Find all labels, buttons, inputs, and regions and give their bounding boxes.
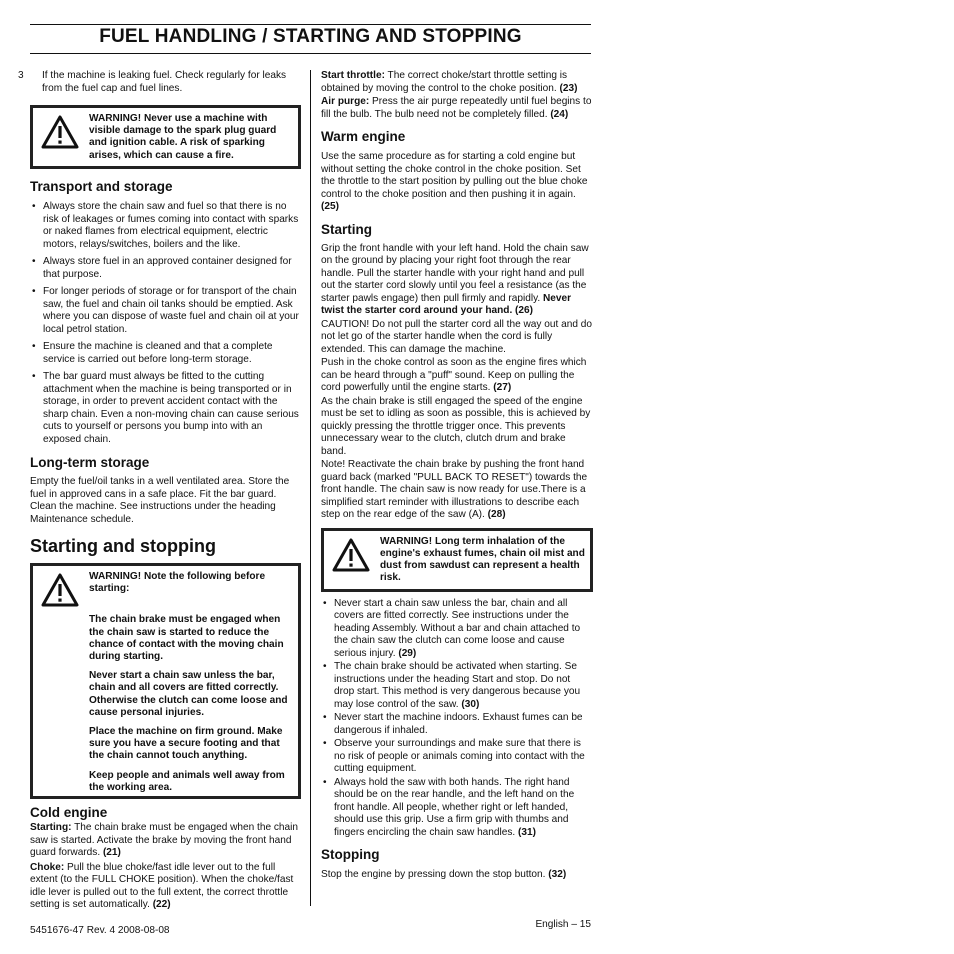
page-title: FUEL HANDLING / STARTING AND STOPPING [99,26,522,47]
warning-text: WARNING! Long term inhalation of the engine's exhaust fumes, chain oil mist and dust from sawdust can represent a health risk. [380,535,585,584]
cold-choke: Choke: Pull the blue choke/fast idle lever out to the full extent (to the FULL CHOKE position). When the choke/fast idle lever is pulled out to the full extent, the correct throttle setting is set automatically. (22) [30,861,294,910]
start-throttle: Start throttle: The correct choke/start throttle setting is obtained by moving the control to the choke position. (23) [321,70,578,94]
warning-triangle-icon [41,115,79,149]
cold-starting: Starting: The chain brake must be engaged when the chain saw is started. Activate the brake by moving the front hand guard forwards. (21) [30,822,299,858]
list-item: • Observe your surroundings and make sure that there is no risk of people or animals coming into contact with the cutting equipment. [321,738,593,776]
list-item: • Always store the chain saw and fuel so that there is no risk of leakages or fumes coming into contact with sparks or naked flames from electrical equipment, electric motors, relays/switches, boilers and the like. [30,201,301,251]
push-choke-text: Push in the choke control as soon as the engine fires which can be heard through a "puff" sound. Keep on pulling the cord powerfully until the engine starts. (27) [321,357,587,393]
list-item: • Ensure the machine is cleaned and that a complete service is carried out before long-term storage. [30,341,301,366]
starting-text: Grip the front handle with your left hand. Hold the chain saw on the ground by placing your right foot through the rear handle. Pull the starter handle with your right hand and pull out the starter cord slowly until you feel a resistance (as the starter pawls engage) then pull firmly and rapidly. Never twist the starter cord around your hand. (26) [321,242,589,316]
warning-triangle-icon [332,538,370,572]
list-item: • Always store fuel in an approved container designed for that purpose. [30,256,301,281]
header-bottom-rule [30,53,591,54]
list-item: • For longer periods of storage or for transport of the chain saw, the fuel and chain oil tanks should be emptied. Ask where you can dispose of waste fuel and chain oil at your local petrol station. [30,286,301,336]
document-id: 5451676-47 Rev. 4 2008-08-08 [30,925,170,936]
warm-text: Use the same procedure as for starting a cold engine but without setting the choke control in the choke position. Set the throttle to the start position by pulling out the blue choke control to the choke position and then pushing it in again. (25) [321,151,588,212]
warning-box-before-starting [30,563,301,799]
stopping-text: Stop the engine by pressing down the stop button. (32) [321,869,567,880]
warning-triangle-icon [41,573,79,607]
section-heading-starting-stopping: Starting and stopping [30,536,216,556]
list-item: • The bar guard must always be fitted to the cutting attachment when the machine is being transported or in storage, in order to prevent accident contact with the sharp chain. Even a non-moving chain can cause serious cuts to yourself or persons you bump into with an exposed chain. [30,371,301,446]
transport-list [30,201,301,446]
air-purge: Air purge: Press the air purge repeatedly until fuel begins to fill the bulb. The bulb need not be completely filled. (24) [321,96,592,120]
list-item: • Always hold the saw with both hands. The right hand should be on the rear handle, and the left hand on the front handle. All people, whether right or left handed, should use this grip. Use a firm grip with thumbs and fingers encircling the chain saw handles. (31) [321,777,593,840]
warning-box-exhaust [321,528,593,592]
warning-box-spark [30,105,301,169]
section-heading-transport: Transport and storage [30,179,173,194]
warning-text: WARNING! Note the following before starting: The chain brake must be engaged when the chain saw is started to reduce the chance of contact with the moving chain during starting. Never start a chain saw unless the bar, chain and all covers are fitted correctly. Otherwise the clutch can come loose and cause personal injuries. Place the machine on firm ground. Make sure you have a secure footing and that the chain cannot touch anything. Keep people and animals well away from the working area. [89,571,288,793]
section-heading-stopping: Stopping [321,847,380,862]
column-divider [310,70,311,906]
list-item: • Never start the machine indoors. Exhaust fumes can be dangerous if inhaled. [321,712,593,737]
left-column [18,70,301,912]
starting-safety-list [321,598,593,840]
chain-brake-text: As the chain brake is still engaged the speed of the engine must be set to idling as soon as possible, this is achieved by quickly pressing the throttle trigger once. This prevents unnecessary wear to the clutch, clutch drum and brake band. [321,395,591,457]
item-3: 3 If the machine is leaking fuel. Check regularly for leaks from the fuel cap and fuel lines. [18,70,287,94]
warning-text: WARNING! Never use a machine with visible damage to the spark plug guard and ignition cable. A risk of sparking arises, which can cause a fire. [89,113,277,161]
list-item: • Never start a chain saw unless the bar, chain and all covers are fitted correctly. See instructions under the heading Assembly. Without a bar and chain attached to the chain saw the clutch can come loose and cause serious injury. (29) [321,598,593,661]
section-heading-warm-engine: Warm engine [321,129,406,144]
list-item: • The chain brake should be activated when starting. Se instructions under the heading Start and stop. Do not drop start. This method is very dangerous because you may lose control of the saw. (30) [321,661,593,711]
note-text: Note! Reactivate the chain brake by pushing the front hand guard back (marked "PULL BACK TO RESET") towards the front handle. The chain saw is now ready for use.There is a simplified start reminder with illustrations to describe each step on the rear edge of the saw (A). (28) [321,459,588,520]
right-column [321,70,593,882]
header-top-rule [30,24,591,25]
section-heading-starting: Starting [321,221,373,237]
section-heading-longterm: Long-term storage [30,455,150,470]
page-number: English – 15 [535,919,591,930]
section-heading-cold-engine: Cold engine [30,805,108,820]
longterm-text: Empty the fuel/oil tanks in a well ventilated area. Store the fuel in approved cans in a safe place. Fit the bar guard. Clean the machine. See instructions under the heading Maintenance schedule. [30,476,290,525]
caution-text: CAUTION! Do not pull the starter cord all the way out and do not let go of the starter handle when the cord is fully extended. This can damage the machine. [321,318,592,355]
